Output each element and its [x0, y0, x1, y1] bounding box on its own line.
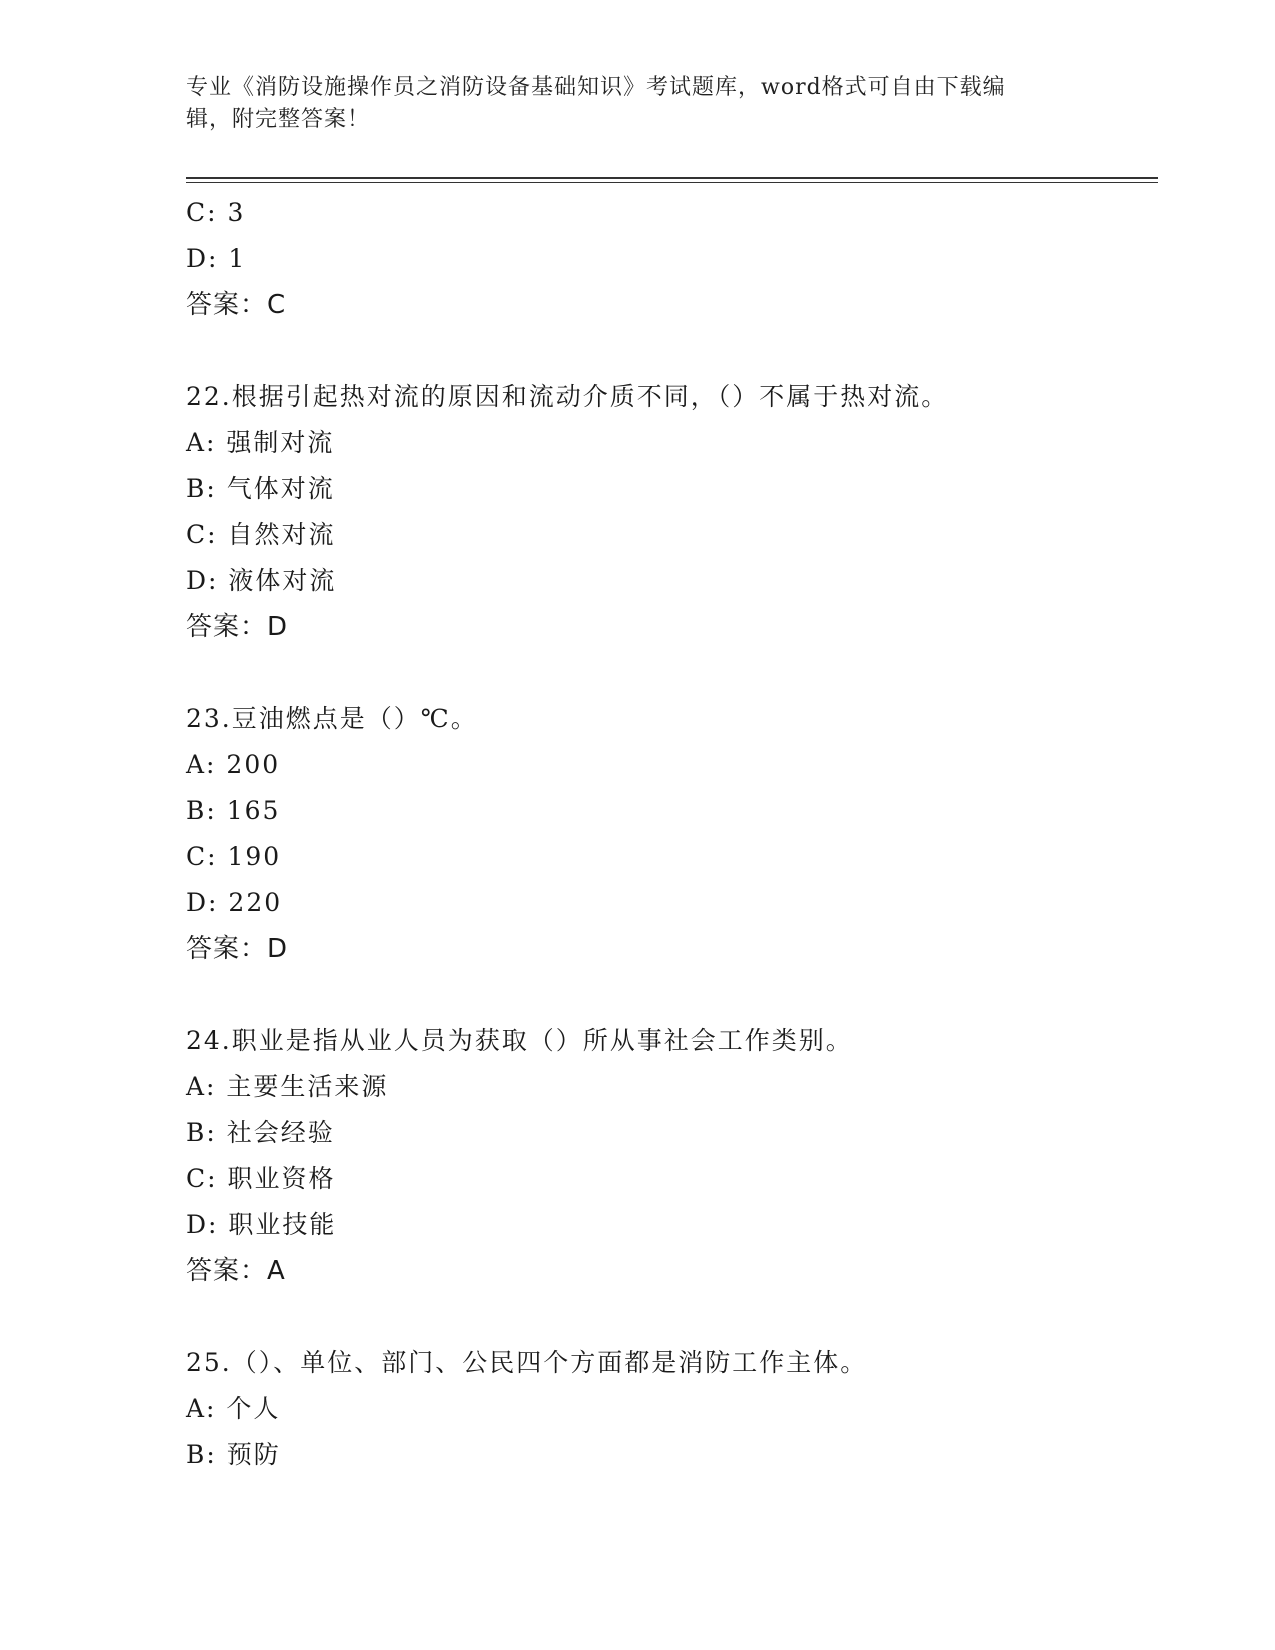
option-a: A: 主要生活来源	[186, 1072, 389, 1101]
option-b: B: 气体对流	[186, 474, 335, 503]
option-c: C: 190	[186, 842, 282, 871]
question-stem: 23.豆油燃点是（）℃。	[186, 704, 478, 733]
option-a: A: 200	[186, 750, 281, 779]
option-d: D: 职业技能	[186, 1210, 337, 1239]
option-c: C: 自然对流	[186, 520, 336, 549]
option-d: D: 1	[186, 244, 247, 273]
option-b: B: 165	[186, 796, 281, 825]
option-d: D: 液体对流	[186, 566, 337, 595]
answer: 答案：D	[186, 934, 289, 964]
option-a: A: 个人	[186, 1394, 281, 1423]
answer: 答案：A	[186, 1256, 286, 1286]
answer: 答案：D	[186, 612, 289, 642]
option-d: D: 220	[186, 888, 283, 917]
option-b: B: 社会经验	[186, 1118, 335, 1147]
question-stem: 24.职业是指从业人员为获取（）所从事社会工作类别。	[186, 1026, 853, 1055]
header-line-2: 辑，附完整答案！	[186, 107, 371, 132]
option-b: B: 预防	[186, 1440, 281, 1469]
question-list	[186, 190, 1158, 1478]
question-stem: 25.（）、单位、部门、公民四个方面都是消防工作主体。	[186, 1348, 868, 1377]
page-header	[186, 72, 1086, 136]
header-divider-thin	[186, 182, 1158, 183]
header-divider	[186, 177, 1158, 179]
option-a: A: 强制对流	[186, 428, 335, 457]
header-line-1: 专业《消防设施操作员之消防设备基础知识》考试题库，word格式可自由下载编	[186, 75, 1006, 100]
question-stem: 22.根据引起热对流的原因和流动介质不同，（）不属于热对流。	[186, 382, 949, 411]
option-c: C: 职业资格	[186, 1164, 336, 1193]
option-c: C: 3	[186, 198, 246, 227]
answer: 答案：C	[186, 290, 287, 320]
